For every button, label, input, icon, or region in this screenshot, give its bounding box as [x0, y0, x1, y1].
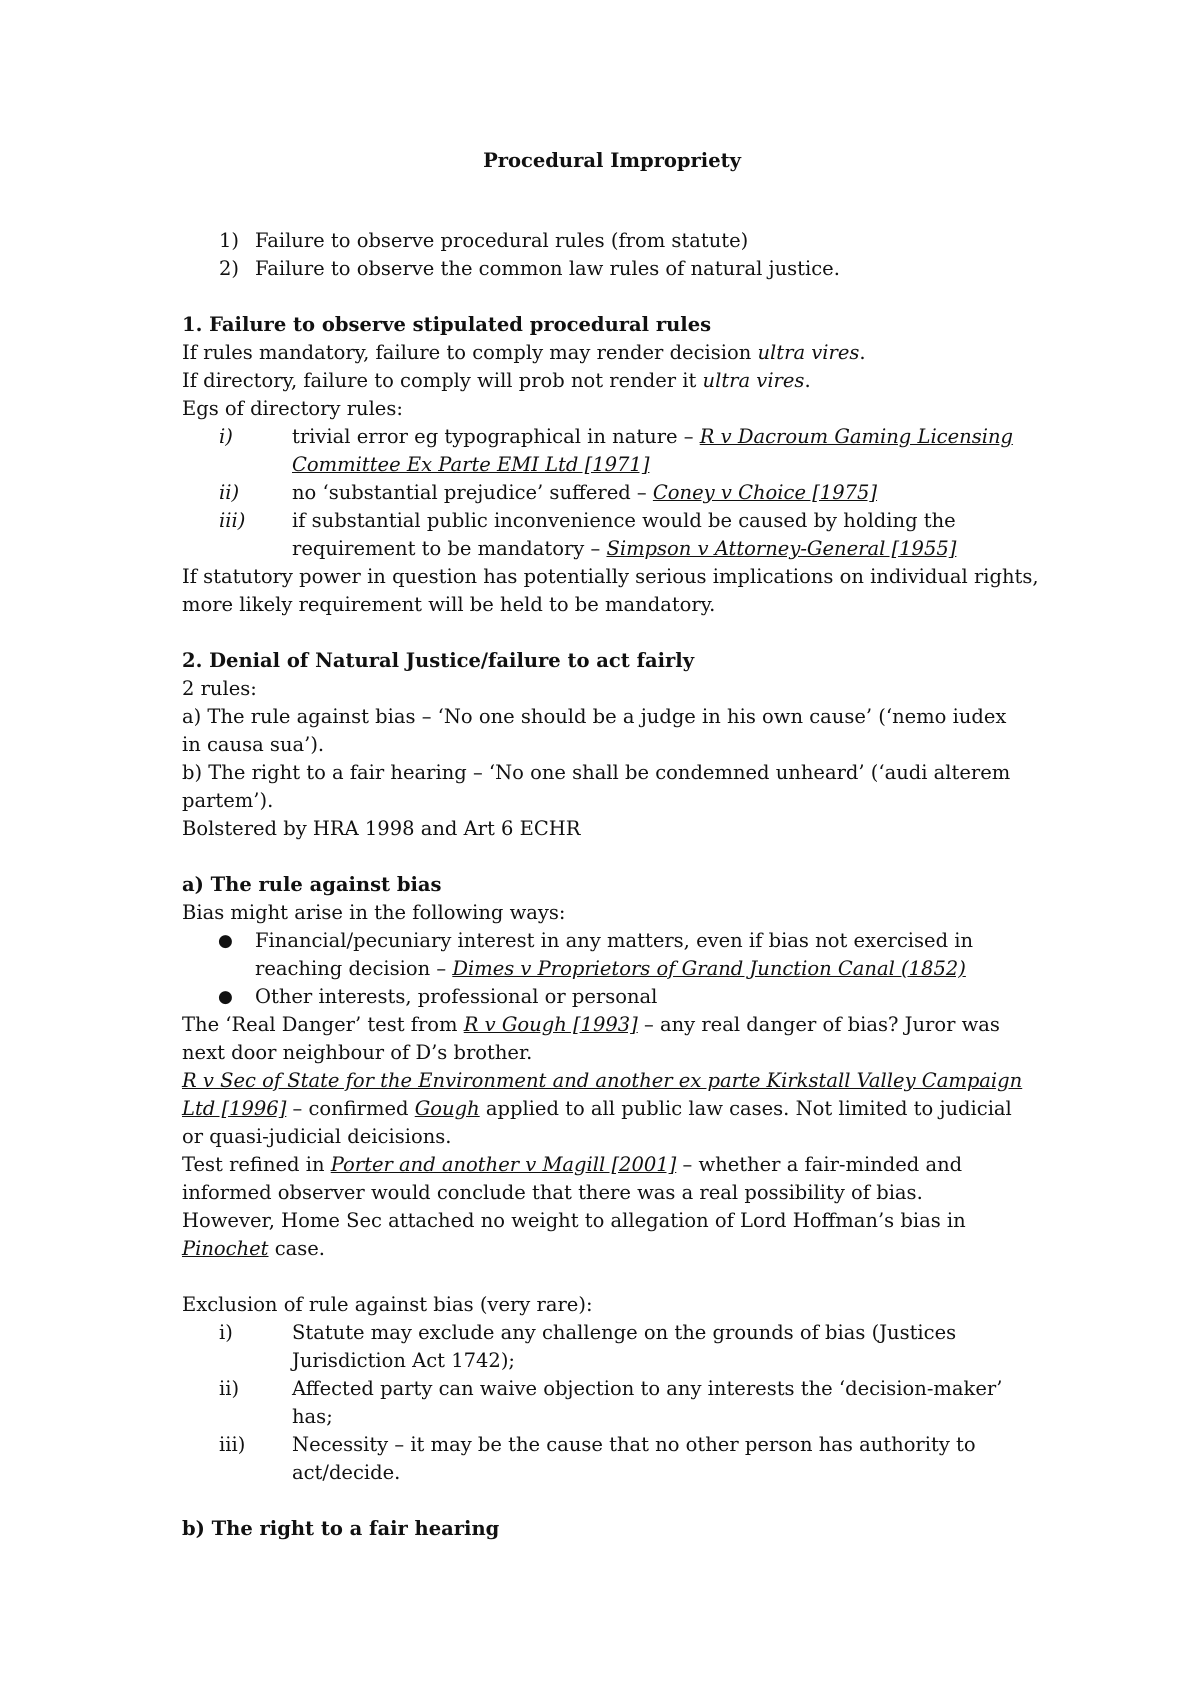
text: Affected party can waive objection to any interests the ‘decision-maker’	[292, 1377, 1003, 1400]
text: – whether a fair-minded and	[676, 1153, 963, 1176]
list-number: iii)	[219, 509, 246, 532]
text: case.	[268, 1237, 326, 1260]
paragraph: or quasi-judicial deicisions.	[182, 1125, 452, 1148]
text: Other interests, professional or personal	[255, 985, 658, 1008]
text: if substantial public inconvenience would be caused by holding the	[292, 509, 956, 532]
text: requirement to be mandatory –	[292, 537, 607, 560]
bullet-item	[182, 983, 1042, 1011]
paragraph: partem’).	[182, 789, 274, 812]
text: Jurisdiction Act 1742);	[292, 1349, 515, 1372]
paragraph: If statutory power in question has potentially serious implications on individual rights,	[182, 565, 1039, 588]
roman-list-item	[182, 1431, 1042, 1487]
roman-list-item	[182, 479, 1042, 507]
text: The ‘Real Danger’ test from	[182, 1013, 464, 1036]
case-citation: Ltd [1996]	[182, 1097, 287, 1120]
bullet-item	[182, 927, 1042, 983]
paragraph	[182, 339, 1042, 367]
paragraph	[182, 1235, 1042, 1263]
paragraph	[182, 1011, 1042, 1039]
text: .	[804, 369, 811, 392]
text: If directory, failure to comply will prob not render it	[182, 369, 703, 392]
text: applied to all public law cases. Not limited to judicial	[479, 1097, 1012, 1120]
list-text: Failure to observe procedural rules (from statute)	[255, 229, 749, 252]
list-number: i)	[219, 425, 233, 448]
text: .	[859, 341, 866, 364]
section-a-heading: a) The rule against bias	[182, 873, 442, 896]
intro-list-item	[182, 255, 1042, 283]
text: Necessity – it may be the cause that no other person has authority to	[292, 1433, 976, 1456]
case-citation: Committee Ex Parte EMI Ltd [1971]	[292, 453, 650, 476]
text: Financial/pecuniary interest in any matters, even if bias not exercised in	[255, 929, 974, 952]
case-citation: Gough	[414, 1097, 480, 1120]
paragraph	[182, 1095, 1042, 1123]
case-citation: Dimes v Proprietors of Grand Junction Canal (1852)	[452, 957, 966, 980]
text: – any real danger of bias? Juror was	[637, 1013, 1000, 1036]
case-citation: R v Dacroum Gaming Licensing	[699, 425, 1013, 448]
section-b-heading: b) The right to a fair hearing	[182, 1517, 500, 1540]
text: Test refined in	[182, 1153, 331, 1176]
case-citation: Pinochet	[182, 1237, 269, 1260]
case-citation: R v Gough [1993]	[463, 1013, 638, 1036]
roman-list-item	[182, 423, 1042, 479]
paragraph: next door neighbour of D’s brother.	[182, 1041, 533, 1064]
latin-term: ultra vires	[702, 369, 805, 392]
paragraph: b) The right to a fair hearing – ‘No one shall be condemned unheard’ (‘audi alterem	[182, 761, 1011, 784]
page-title: Procedural Impropriety	[483, 149, 741, 172]
case-citation: Simpson v Attorney-General [1955]	[606, 537, 957, 560]
text: act/decide.	[292, 1461, 401, 1484]
document-body	[182, 147, 1042, 1543]
section-2-heading: 2. Denial of Natural Justice/failure to act fairly	[182, 649, 695, 672]
paragraph: a) The rule against bias – ‘No one should be a judge in his own cause’ (‘nemo iudex	[182, 705, 1007, 728]
paragraph: more likely requirement will be held to be mandatory.	[182, 593, 716, 616]
paragraph	[182, 1067, 1042, 1095]
text: no ‘substantial prejudice’ suffered –	[292, 481, 653, 504]
bullet-icon: ●	[218, 987, 233, 1007]
case-citation: Porter and another v Magill [2001]	[330, 1153, 677, 1176]
list-number: iii)	[219, 1433, 246, 1456]
roman-list-item	[182, 1319, 1042, 1375]
list-number: ii)	[219, 1377, 240, 1400]
list-number: 1)	[219, 229, 240, 252]
list-number: 2)	[219, 257, 240, 280]
bullet-icon: ●	[218, 931, 233, 951]
paragraph: 2 rules:	[182, 677, 257, 700]
paragraph: However, Home Sec attached no weight to allegation of Lord Hoffman’s bias in	[182, 1209, 966, 1232]
paragraph: informed observer would conclude that there was a real possibility of bias.	[182, 1181, 923, 1204]
list-number: i)	[219, 1321, 233, 1344]
intro-list-item	[182, 227, 1042, 255]
paragraph: Bolstered by HRA 1998 and Art 6 ECHR	[182, 817, 581, 840]
section-1-heading: 1. Failure to observe stipulated procedural rules	[182, 313, 712, 336]
text: – confirmed	[286, 1097, 415, 1120]
roman-list-item	[182, 507, 1042, 563]
latin-term: ultra vires	[757, 341, 860, 364]
case-citation: Coney v Choice [1975]	[652, 481, 878, 504]
paragraph	[182, 367, 1042, 395]
text: If rules mandatory, failure to comply may render decision	[182, 341, 758, 364]
list-number: ii)	[219, 481, 240, 504]
list-text: Failure to observe the common law rules of natural justice.	[255, 257, 840, 280]
text: reaching decision –	[255, 957, 453, 980]
text: Statute may exclude any challenge on the grounds of bias (Justices	[292, 1321, 957, 1344]
paragraph: Egs of directory rules:	[182, 397, 403, 420]
paragraph: Bias might arise in the following ways:	[182, 901, 566, 924]
case-citation: R v Sec of State for the Environment and another ex parte Kirkstall Valley Campaign	[182, 1069, 1023, 1092]
roman-list-item	[182, 1375, 1042, 1431]
text: trivial error eg typographical in nature –	[292, 425, 700, 448]
text: has;	[292, 1405, 333, 1428]
paragraph: Exclusion of rule against bias (very rare):	[182, 1293, 593, 1316]
paragraph: in causa sua’).	[182, 733, 325, 756]
paragraph	[182, 1151, 1042, 1179]
